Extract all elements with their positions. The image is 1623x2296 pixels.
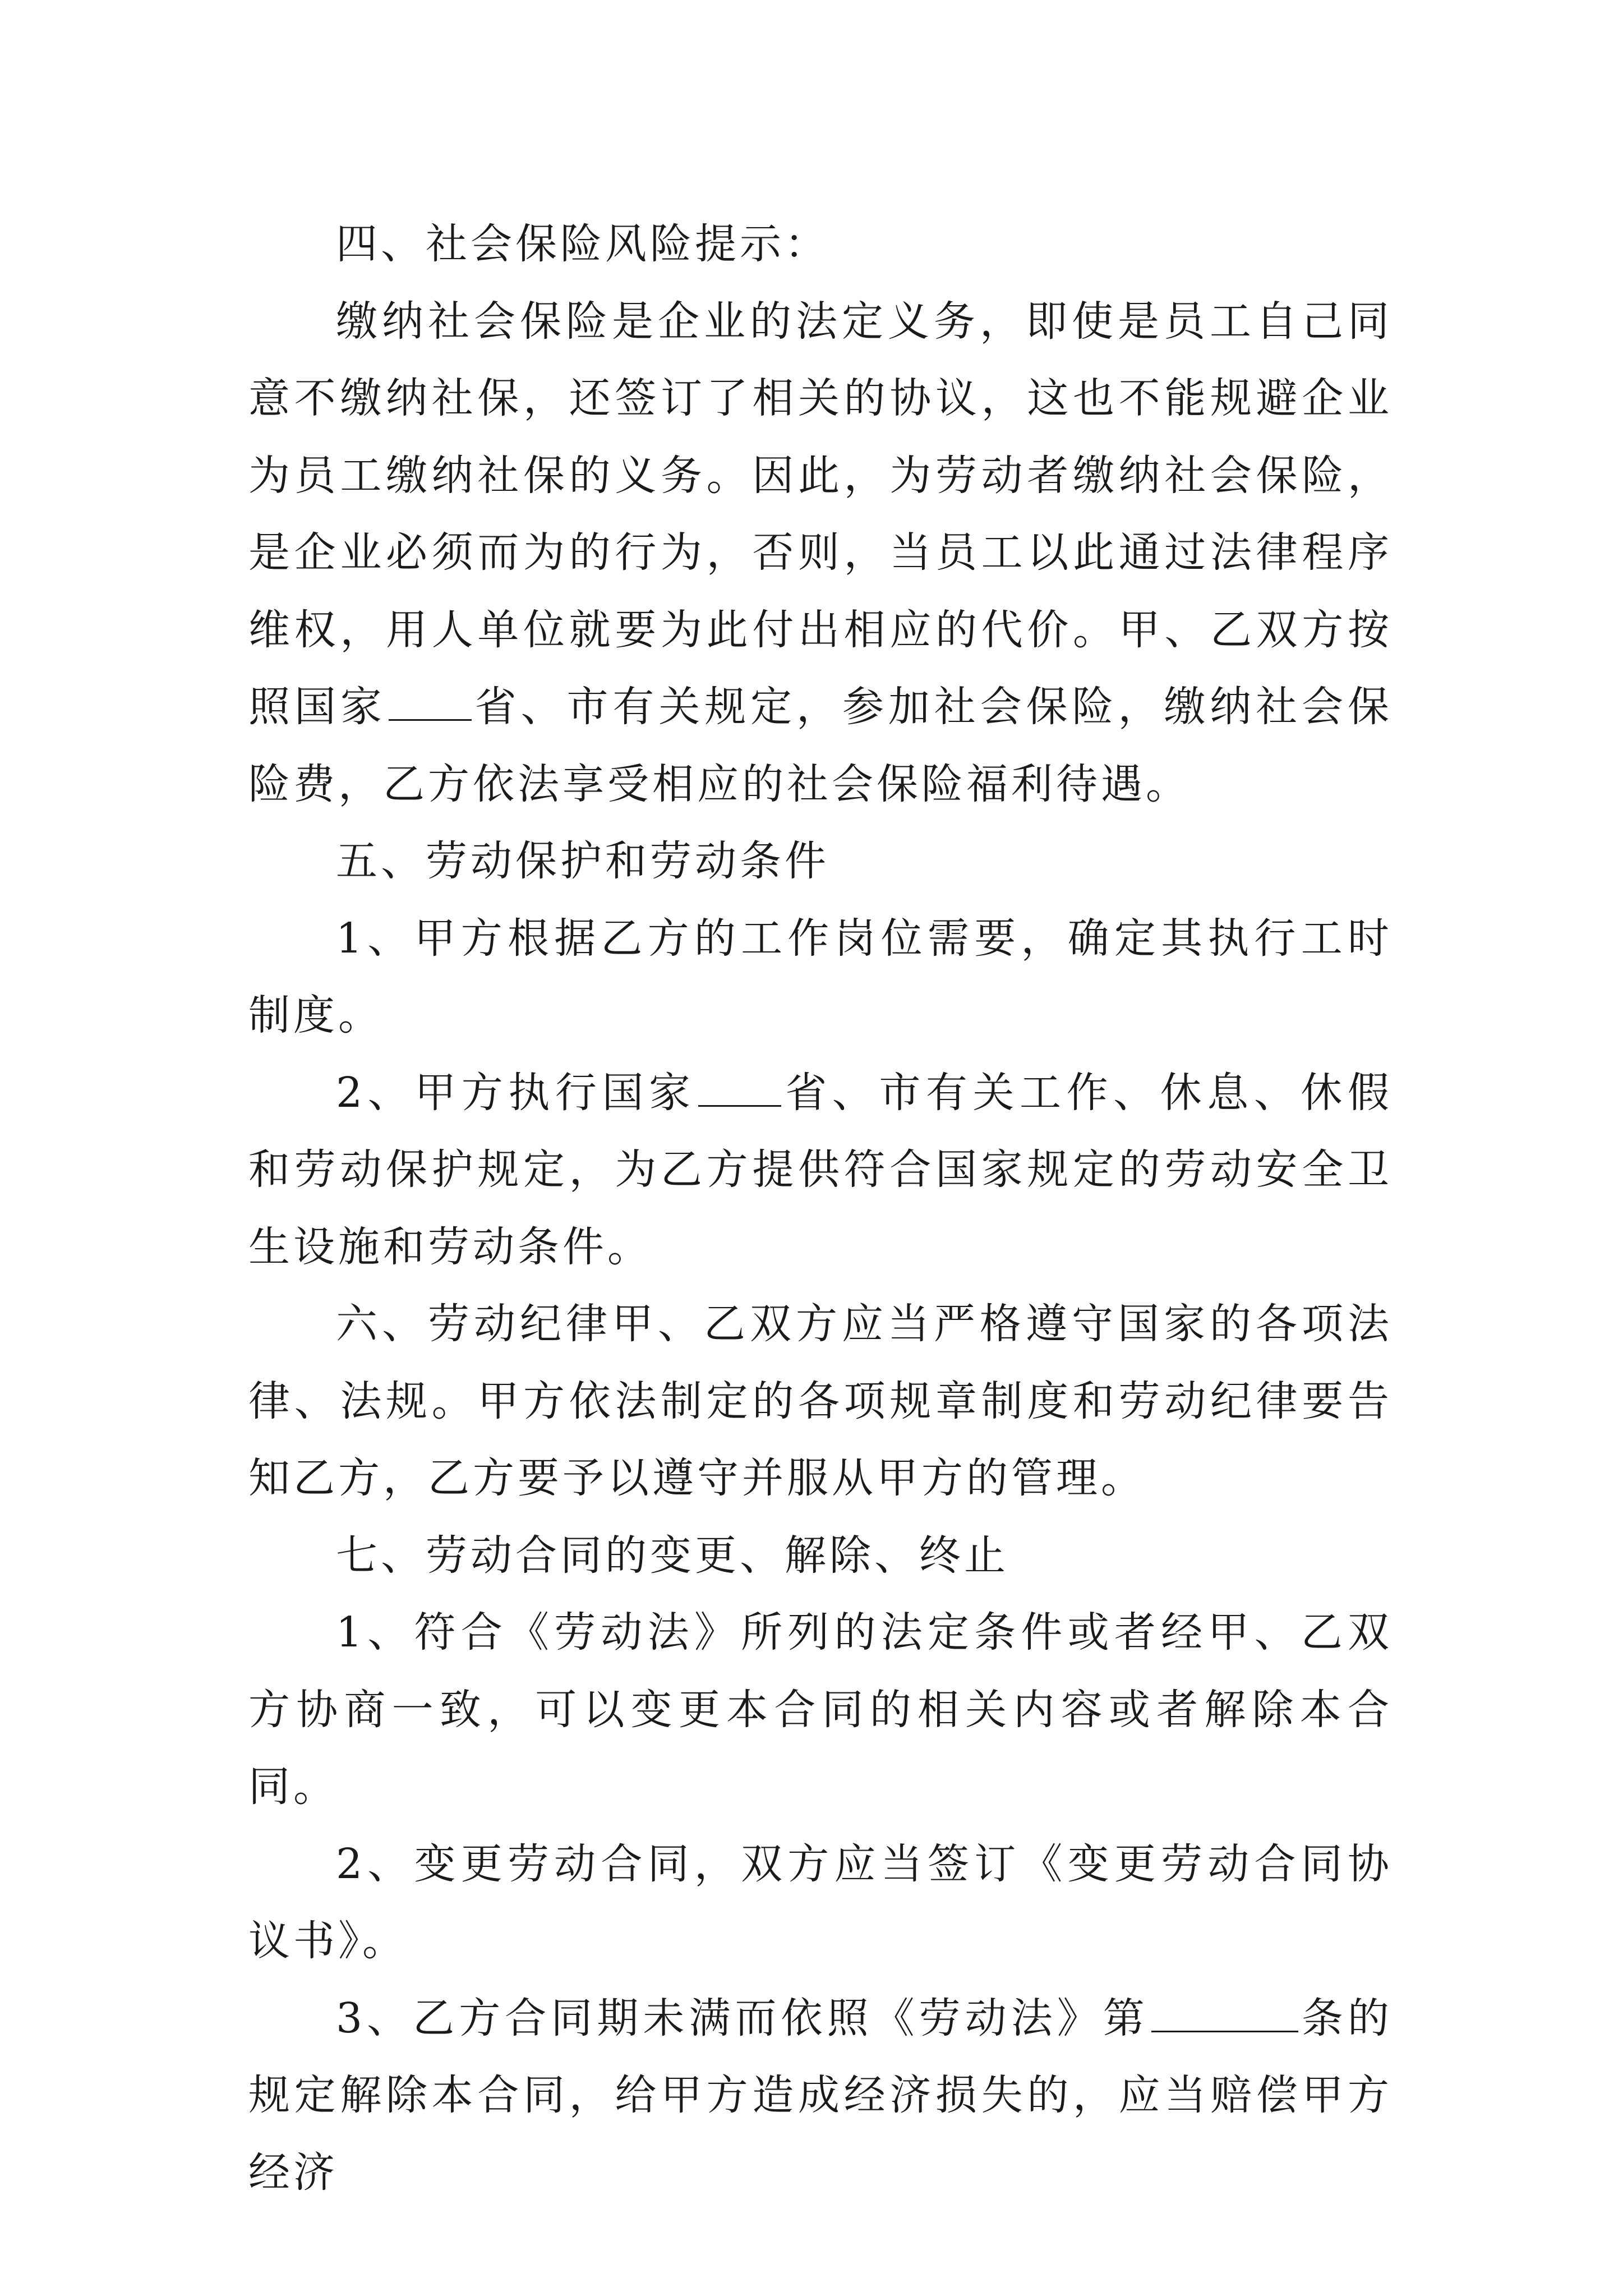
paragraph-labor-safety <box>248 1055 1393 1286</box>
paragraph-text: 省、市有关规定，参加社会保险，缴纳社会保险费，乙方依法享受相应的社会保险福利待遇。 <box>248 683 1393 808</box>
fill-in-blank <box>698 1068 781 1107</box>
paragraph-labor-discipline: 六、劳动纪律甲、乙双方应当严格遵守国家的各项法律、法规。甲方依法制定的各项规章制度和劳动纪律要告知乙方，乙方要予以遵守并服从甲方的管理。 <box>248 1300 1393 1502</box>
paragraph-change-agreement: 2、变更劳动合同，双方应当签订《变更劳动合同协议书》。 <box>248 1839 1393 1965</box>
paragraph-text: 2、甲方执行国家 <box>336 1068 696 1117</box>
paragraph-text: 3、乙方合同期未满而依照《劳动法》第 <box>336 1994 1149 2042</box>
paragraph-text: 条的规定解除本合同，给甲方造成经济损失的，应当赔偿甲方经济 <box>248 1994 1393 2197</box>
section-heading-social-insurance: 四、社会保险风险提示： <box>336 220 829 268</box>
paragraph-social-insurance <box>248 283 1393 823</box>
paragraph-change-conditions: 1、符合《劳动法》所列的法定条件或者经甲、乙双方协商一致，可以变更本合同的相关内容或者解除本合同。 <box>248 1608 1393 1811</box>
section-heading-labor-protection: 五、劳动保护和劳动条件 <box>336 837 829 885</box>
document-body <box>248 206 1393 2211</box>
paragraph-text: 缴纳社会保险是企业的法定义务，即使是员工自己同意不缴纳社保，还签订了相关的协议，这也不能规避企业为员工缴纳社保的义务。因此，为劳动者缴纳社会保险，是企业必须而为的行为，否则，当员工以此通过法律程序维权，用人单位就要为此付出相应的代价。甲、乙双方按照国家 <box>248 297 1393 731</box>
section-heading-contract-changes: 七、劳动合同的变更、解除、终止 <box>336 1531 1009 1580</box>
fill-in-blank <box>389 682 472 721</box>
paragraph-early-termination <box>248 1980 1393 2212</box>
paragraph-text: 省、市有关工作、休息、休假和劳动保护规定，为乙方提供符合国家规定的劳动安全卫生设施和劳动条件。 <box>248 1068 1393 1271</box>
paragraph-working-hours: 1、甲方根据乙方的工作岗位需要，确定其执行工时制度。 <box>248 914 1393 1039</box>
fill-in-blank <box>1151 1993 1298 2032</box>
